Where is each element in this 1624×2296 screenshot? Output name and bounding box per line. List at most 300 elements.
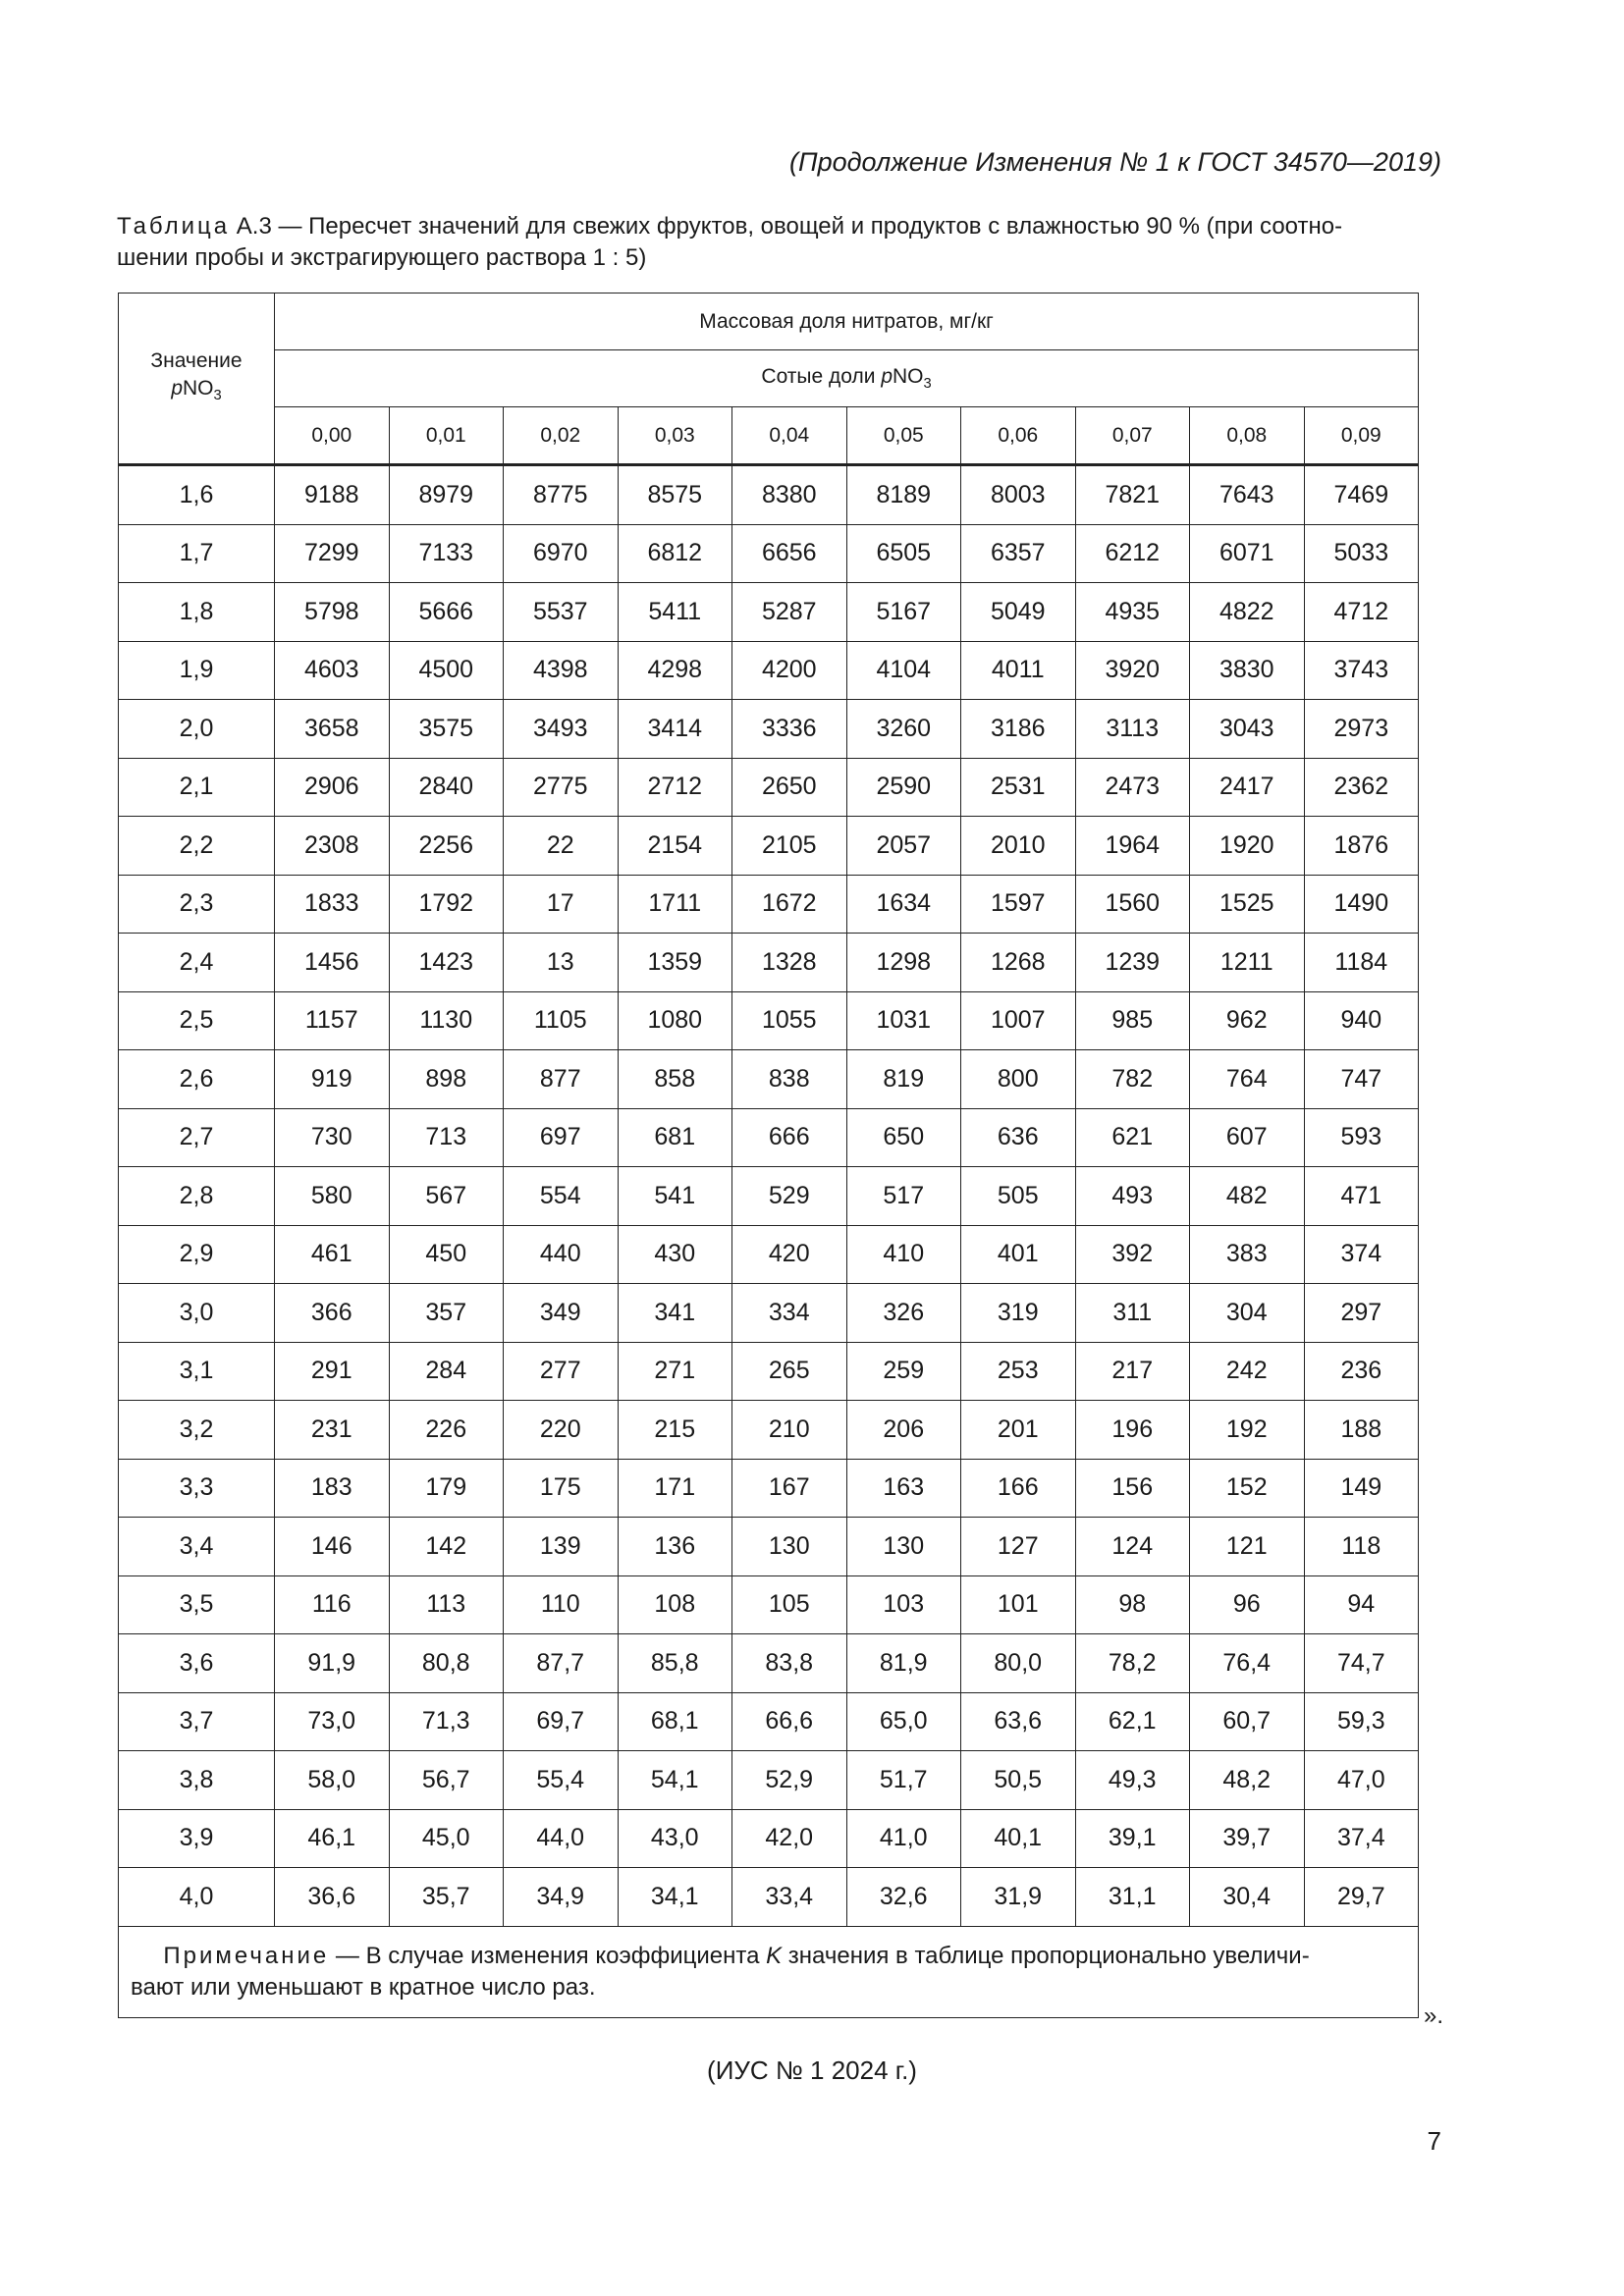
table-cell: 6212 (1075, 524, 1190, 583)
table-cell: 666 (732, 1108, 847, 1167)
table-row (119, 1692, 1419, 1751)
table-cell: 1490 (1304, 875, 1419, 934)
table-cell: 420 (732, 1225, 847, 1284)
table-cell: 81,9 (846, 1634, 961, 1693)
table-cell: 4500 (389, 641, 504, 700)
table-cell: 236 (1304, 1342, 1419, 1401)
note-text-after-k: значения в таблице пропорционально увеличи- (782, 1942, 1310, 1969)
table-cell: 1711 (618, 875, 732, 934)
table-cell: 265 (732, 1342, 847, 1401)
table-row (119, 1459, 1419, 1518)
table-cell: 1080 (618, 991, 732, 1050)
table-cell: 271 (618, 1342, 732, 1401)
closing-quote: ». (1424, 2002, 1444, 2029)
table-cell: 98 (1075, 1575, 1190, 1634)
table-cell: 2906 (275, 758, 390, 817)
table-cell: 226 (389, 1401, 504, 1460)
row-label: 3,2 (119, 1401, 275, 1460)
table-cell: 681 (618, 1108, 732, 1167)
table-cell: 47,0 (1304, 1751, 1419, 1810)
table-cell: 383 (1190, 1225, 1305, 1284)
table-cell: 5167 (846, 583, 961, 642)
table-cell: 940 (1304, 991, 1419, 1050)
table-cell: 3575 (389, 700, 504, 759)
table-cell: 8775 (504, 465, 619, 525)
table-cell: 8189 (846, 465, 961, 525)
table-row (119, 991, 1419, 1050)
table-cell: 188 (1304, 1401, 1419, 1460)
table-cell: 51,7 (846, 1751, 961, 1810)
table-cell: 149 (1304, 1459, 1419, 1518)
table-row (119, 583, 1419, 642)
table-cell: 3414 (618, 700, 732, 759)
table-cell: 8575 (618, 465, 732, 525)
table-cell: 1007 (961, 991, 1076, 1050)
table-cell: 55,4 (504, 1751, 619, 1810)
table-cell: 3186 (961, 700, 1076, 759)
table-cell: 1328 (732, 934, 847, 992)
table-cell: 7821 (1075, 465, 1190, 525)
table-cell: 8380 (732, 465, 847, 525)
table-cell: 43,0 (618, 1809, 732, 1868)
table-cell: 231 (275, 1401, 390, 1460)
table-cell: 44,0 (504, 1809, 619, 1868)
row-label: 3,7 (119, 1692, 275, 1751)
table-cell: 962 (1190, 991, 1305, 1050)
column-header: 0,09 (1304, 407, 1419, 465)
table-cell: 220 (504, 1401, 619, 1460)
table-cell: 1298 (846, 934, 961, 992)
table-cell: 66,6 (732, 1692, 847, 1751)
table-cell: 5798 (275, 583, 390, 642)
table-cell: 74,7 (1304, 1634, 1419, 1693)
row-label: 3,1 (119, 1342, 275, 1401)
row-label: 3,3 (119, 1459, 275, 1518)
table-cell: 32,6 (846, 1868, 961, 1927)
table-cell: 621 (1075, 1108, 1190, 1167)
table-cell: 146 (275, 1518, 390, 1576)
table-cell: 6970 (504, 524, 619, 583)
table-cell: 593 (1304, 1108, 1419, 1167)
table-cell: 2154 (618, 817, 732, 876)
table-cell: 91,9 (275, 1634, 390, 1693)
table-cell: 554 (504, 1167, 619, 1226)
table-cell: 59,3 (1304, 1692, 1419, 1751)
table-cell: 124 (1075, 1518, 1190, 1576)
table-cell: 505 (961, 1167, 1076, 1226)
table-cell: 65,0 (846, 1692, 961, 1751)
table-cell: 1792 (389, 875, 504, 934)
table-cell: 3920 (1075, 641, 1190, 700)
table-cell: 4011 (961, 641, 1076, 700)
table-cell: 440 (504, 1225, 619, 1284)
table-cell: 56,7 (389, 1751, 504, 1810)
table-cell: 127 (961, 1518, 1076, 1576)
table-cell: 482 (1190, 1167, 1305, 1226)
table-cell: 118 (1304, 1518, 1419, 1576)
table-row (119, 1518, 1419, 1576)
table-cell: 450 (389, 1225, 504, 1284)
table-cell: 259 (846, 1342, 961, 1401)
table-cell: 341 (618, 1284, 732, 1343)
table-cell: 6812 (618, 524, 732, 583)
table-cell: 284 (389, 1342, 504, 1401)
table-cell: 116 (275, 1575, 390, 1634)
table-cell: 2256 (389, 817, 504, 876)
table-cell: 6505 (846, 524, 961, 583)
table-cell: 31,1 (1075, 1868, 1190, 1927)
table-cell: 6357 (961, 524, 1076, 583)
table-cell: 4603 (275, 641, 390, 700)
table-cell: 2362 (1304, 758, 1419, 817)
table-cell: 253 (961, 1342, 1076, 1401)
table-row (119, 641, 1419, 700)
table-cell: 4200 (732, 641, 847, 700)
table-cell: 163 (846, 1459, 961, 1518)
table-cell: 2531 (961, 758, 1076, 817)
table-cell: 5049 (961, 583, 1076, 642)
row-label: 4,0 (119, 1868, 275, 1927)
table-cell: 179 (389, 1459, 504, 1518)
table-cell: 319 (961, 1284, 1076, 1343)
table-cell: 2057 (846, 817, 961, 876)
table-cell: 410 (846, 1225, 961, 1284)
table-cell: 54,1 (618, 1751, 732, 1810)
row-label: 3,8 (119, 1751, 275, 1810)
table-cell: 5666 (389, 583, 504, 642)
table-cell: 175 (504, 1459, 619, 1518)
table-cell: 4712 (1304, 583, 1419, 642)
table-cell: 2973 (1304, 700, 1419, 759)
table-cell: 529 (732, 1167, 847, 1226)
table-cell: 215 (618, 1401, 732, 1460)
table-cell: 1130 (389, 991, 504, 1050)
table-cell: 747 (1304, 1050, 1419, 1109)
table-cell: 8979 (389, 465, 504, 525)
caption-text-line2: шении пробы и экстрагирующего раствора 1 : 5) (117, 244, 647, 271)
row-label: 2,8 (119, 1167, 275, 1226)
column-header: 0,00 (275, 407, 390, 465)
table-cell: 2308 (275, 817, 390, 876)
table-cell: 2417 (1190, 758, 1305, 817)
table-cell: 42,0 (732, 1809, 847, 1868)
footer-reference: (ИУС № 1 2024 г.) (707, 2056, 917, 2085)
table-cell: 46,1 (275, 1809, 390, 1868)
table-cell: 3336 (732, 700, 847, 759)
table-cell: 7469 (1304, 465, 1419, 525)
column-header: 0,08 (1190, 407, 1305, 465)
row-label: 2,7 (119, 1108, 275, 1167)
table-cell: 1423 (389, 934, 504, 992)
row-label: 2,4 (119, 934, 275, 992)
table-cell: 71,3 (389, 1692, 504, 1751)
table-cell: 713 (389, 1108, 504, 1167)
table-cell: 366 (275, 1284, 390, 1343)
table-cell: 858 (618, 1050, 732, 1109)
row-label: 2,3 (119, 875, 275, 934)
table-row (119, 817, 1419, 876)
table-cell: 1876 (1304, 817, 1419, 876)
table-cell: 800 (961, 1050, 1076, 1109)
row-header-sub: 3 (213, 388, 222, 404)
table-cell: 3043 (1190, 700, 1305, 759)
table-cell: 4104 (846, 641, 961, 700)
table-row (119, 700, 1419, 759)
row-label: 3,4 (119, 1518, 275, 1576)
table-cell: 30,4 (1190, 1868, 1305, 1927)
table-cell: 1105 (504, 991, 619, 1050)
table-cell: 1525 (1190, 875, 1305, 934)
table-cell: 277 (504, 1342, 619, 1401)
table-cell: 357 (389, 1284, 504, 1343)
table-cell: 819 (846, 1050, 961, 1109)
table-cell: 764 (1190, 1050, 1305, 1109)
column-header: 0,03 (618, 407, 732, 465)
table-cell: 3260 (846, 700, 961, 759)
table-cell: 1964 (1075, 817, 1190, 876)
table-row (119, 1225, 1419, 1284)
table-cell: 5033 (1304, 524, 1419, 583)
note-k: K (766, 1942, 783, 1969)
table-cell: 85,8 (618, 1634, 732, 1693)
table-cell: 6071 (1190, 524, 1305, 583)
table-cell: 650 (846, 1108, 961, 1167)
table-cell: 567 (389, 1167, 504, 1226)
table-cell: 8003 (961, 465, 1076, 525)
table-cell: 4822 (1190, 583, 1305, 642)
table-cell: 201 (961, 1401, 1076, 1460)
table-cell: 62,1 (1075, 1692, 1190, 1751)
sub-header-p: p (881, 364, 893, 388)
row-label: 1,8 (119, 583, 275, 642)
table-cell: 78,2 (1075, 1634, 1190, 1693)
table-cell: 2650 (732, 758, 847, 817)
table-row (119, 1868, 1419, 1927)
row-label: 2,6 (119, 1050, 275, 1109)
table-cell: 49,3 (1075, 1751, 1190, 1810)
table-row (119, 1751, 1419, 1810)
table-cell: 196 (1075, 1401, 1190, 1460)
table-cell: 2010 (961, 817, 1076, 876)
table-cell: 45,0 (389, 1809, 504, 1868)
table-cell: 877 (504, 1050, 619, 1109)
column-header: 0,02 (504, 407, 619, 465)
table-cell: 580 (275, 1167, 390, 1226)
table-cell: 636 (961, 1108, 1076, 1167)
table-cell: 4298 (618, 641, 732, 700)
table-cell: 69,7 (504, 1692, 619, 1751)
table-cell: 171 (618, 1459, 732, 1518)
table-cell: 101 (961, 1575, 1076, 1634)
table-cell: 167 (732, 1459, 847, 1518)
table-row (119, 1108, 1419, 1167)
table-cell: 48,2 (1190, 1751, 1305, 1810)
table-cell: 130 (732, 1518, 847, 1576)
table-row (119, 1809, 1419, 1868)
table-cell: 1634 (846, 875, 961, 934)
table-row (119, 758, 1419, 817)
column-header: 0,01 (389, 407, 504, 465)
table-cell: 2105 (732, 817, 847, 876)
table-cell: 1597 (961, 875, 1076, 934)
table-row (119, 1575, 1419, 1634)
table-cell: 108 (618, 1575, 732, 1634)
table-cell: 31,9 (961, 1868, 1076, 1927)
row-label: 2,9 (119, 1225, 275, 1284)
table-cell: 730 (275, 1108, 390, 1167)
table-cell: 9188 (275, 465, 390, 525)
table-cell: 60,7 (1190, 1692, 1305, 1751)
table-cell: 217 (1075, 1342, 1190, 1401)
header-note: (Продолжение Изменения № 1 к ГОСТ 34570—2019) (789, 147, 1441, 177)
row-label: 1,7 (119, 524, 275, 583)
table-cell: 2712 (618, 758, 732, 817)
note-text-line2: вают или уменьшают в кратное число раз. (131, 1973, 596, 2001)
table-cell: 898 (389, 1050, 504, 1109)
table-cell: 3113 (1075, 700, 1190, 759)
table-cell: 1157 (275, 991, 390, 1050)
table-cell: 58,0 (275, 1751, 390, 1810)
table-cell: 5411 (618, 583, 732, 642)
table-cell: 349 (504, 1284, 619, 1343)
table-cell: 17 (504, 875, 619, 934)
table-row (119, 1284, 1419, 1343)
table-cell: 242 (1190, 1342, 1305, 1401)
table-cell: 1560 (1075, 875, 1190, 934)
table-row (119, 1342, 1419, 1401)
row-label: 2,0 (119, 700, 275, 759)
table-cell: 1920 (1190, 817, 1305, 876)
table-cell: 39,1 (1075, 1809, 1190, 1868)
table-cell: 34,9 (504, 1868, 619, 1927)
table-cell: 130 (846, 1518, 961, 1576)
table-cell: 41,0 (846, 1809, 961, 1868)
row-label: 2,2 (119, 817, 275, 876)
sub-header (275, 350, 1419, 407)
column-header: 0,07 (1075, 407, 1190, 465)
table-cell: 2590 (846, 758, 961, 817)
table-cell: 1211 (1190, 934, 1305, 992)
table-cell: 80,0 (961, 1634, 1076, 1693)
row-label: 1,9 (119, 641, 275, 700)
table-cell: 311 (1075, 1284, 1190, 1343)
table-cell: 985 (1075, 991, 1190, 1050)
sub-header-no: NO (893, 364, 924, 388)
table-cell: 6656 (732, 524, 847, 583)
table-cell: 13 (504, 934, 619, 992)
table-cell: 2840 (389, 758, 504, 817)
table-cell: 7133 (389, 524, 504, 583)
table-cell: 7299 (275, 524, 390, 583)
table-cell: 136 (618, 1518, 732, 1576)
table-cell: 461 (275, 1225, 390, 1284)
caption-label: Таблица (117, 213, 231, 240)
table-cell: 76,4 (1190, 1634, 1305, 1693)
table-cell: 326 (846, 1284, 961, 1343)
table-cell: 304 (1190, 1284, 1305, 1343)
table-cell: 3493 (504, 700, 619, 759)
table-cell: 39,7 (1190, 1809, 1305, 1868)
sub-header-prefix: Сотые доли (761, 364, 882, 388)
table-cell: 1672 (732, 875, 847, 934)
table-cell: 40,1 (961, 1809, 1076, 1868)
table-row (119, 1634, 1419, 1693)
table-cell: 1184 (1304, 934, 1419, 992)
table-cell: 63,6 (961, 1692, 1076, 1751)
table-cell: 3658 (275, 700, 390, 759)
table-cell: 113 (389, 1575, 504, 1634)
table-cell: 4398 (504, 641, 619, 700)
row-header-p: p (171, 376, 183, 400)
table-cell: 5537 (504, 583, 619, 642)
table-cell: 334 (732, 1284, 847, 1343)
table-cell: 430 (618, 1225, 732, 1284)
table-cell: 7643 (1190, 465, 1305, 525)
column-header: 0,04 (732, 407, 847, 465)
table-cell: 52,9 (732, 1751, 847, 1810)
table-cell: 1055 (732, 991, 847, 1050)
page-number: 7 (1427, 2126, 1441, 2156)
table-row (119, 1050, 1419, 1109)
row-label: 1,6 (119, 465, 275, 525)
table-cell: 1031 (846, 991, 961, 1050)
note-title: Примечание (163, 1942, 330, 1969)
table-cell: 22 (504, 817, 619, 876)
table-row (119, 934, 1419, 992)
caption-text-line1: А.3 — Пересчет значений для свежих фруктов, овощей и продуктов с влажностью 90 % (при соотно- (230, 213, 1343, 240)
row-label: 3,6 (119, 1634, 275, 1693)
table-cell: 37,4 (1304, 1809, 1419, 1868)
row-header-no: NO (183, 376, 214, 400)
table-cell: 35,7 (389, 1868, 504, 1927)
column-header: 0,06 (961, 407, 1076, 465)
row-label: 2,1 (119, 758, 275, 817)
table-note (119, 1926, 1419, 2017)
table-cell: 392 (1075, 1225, 1190, 1284)
row-header-label: Значение (150, 348, 243, 372)
table-cell: 105 (732, 1575, 847, 1634)
table-cell: 33,4 (732, 1868, 847, 1927)
table-cell: 206 (846, 1401, 961, 1460)
table-cell: 5287 (732, 583, 847, 642)
table-cell: 297 (1304, 1284, 1419, 1343)
group-header: Массовая доля нитратов, мг/кг (275, 294, 1419, 350)
column-header: 0,05 (846, 407, 961, 465)
table-row (119, 875, 1419, 934)
table-cell: 142 (389, 1518, 504, 1576)
table-cell: 697 (504, 1108, 619, 1167)
table-cell: 34,1 (618, 1868, 732, 1927)
table-cell: 1456 (275, 934, 390, 992)
table-cell: 183 (275, 1459, 390, 1518)
table-cell: 838 (732, 1050, 847, 1109)
table-cell: 401 (961, 1225, 1076, 1284)
table-cell: 782 (1075, 1050, 1190, 1109)
table-cell: 73,0 (275, 1692, 390, 1751)
table-cell: 80,8 (389, 1634, 504, 1693)
table-cell: 3830 (1190, 641, 1305, 700)
row-label: 3,5 (119, 1575, 275, 1634)
table-cell: 68,1 (618, 1692, 732, 1751)
table-cell: 94 (1304, 1575, 1419, 1634)
table-cell: 166 (961, 1459, 1076, 1518)
table-cell: 110 (504, 1575, 619, 1634)
table-cell: 291 (275, 1342, 390, 1401)
table-cell: 36,6 (275, 1868, 390, 1927)
row-header-cell (119, 294, 275, 465)
table-cell: 96 (1190, 1575, 1305, 1634)
table-cell: 50,5 (961, 1751, 1076, 1810)
